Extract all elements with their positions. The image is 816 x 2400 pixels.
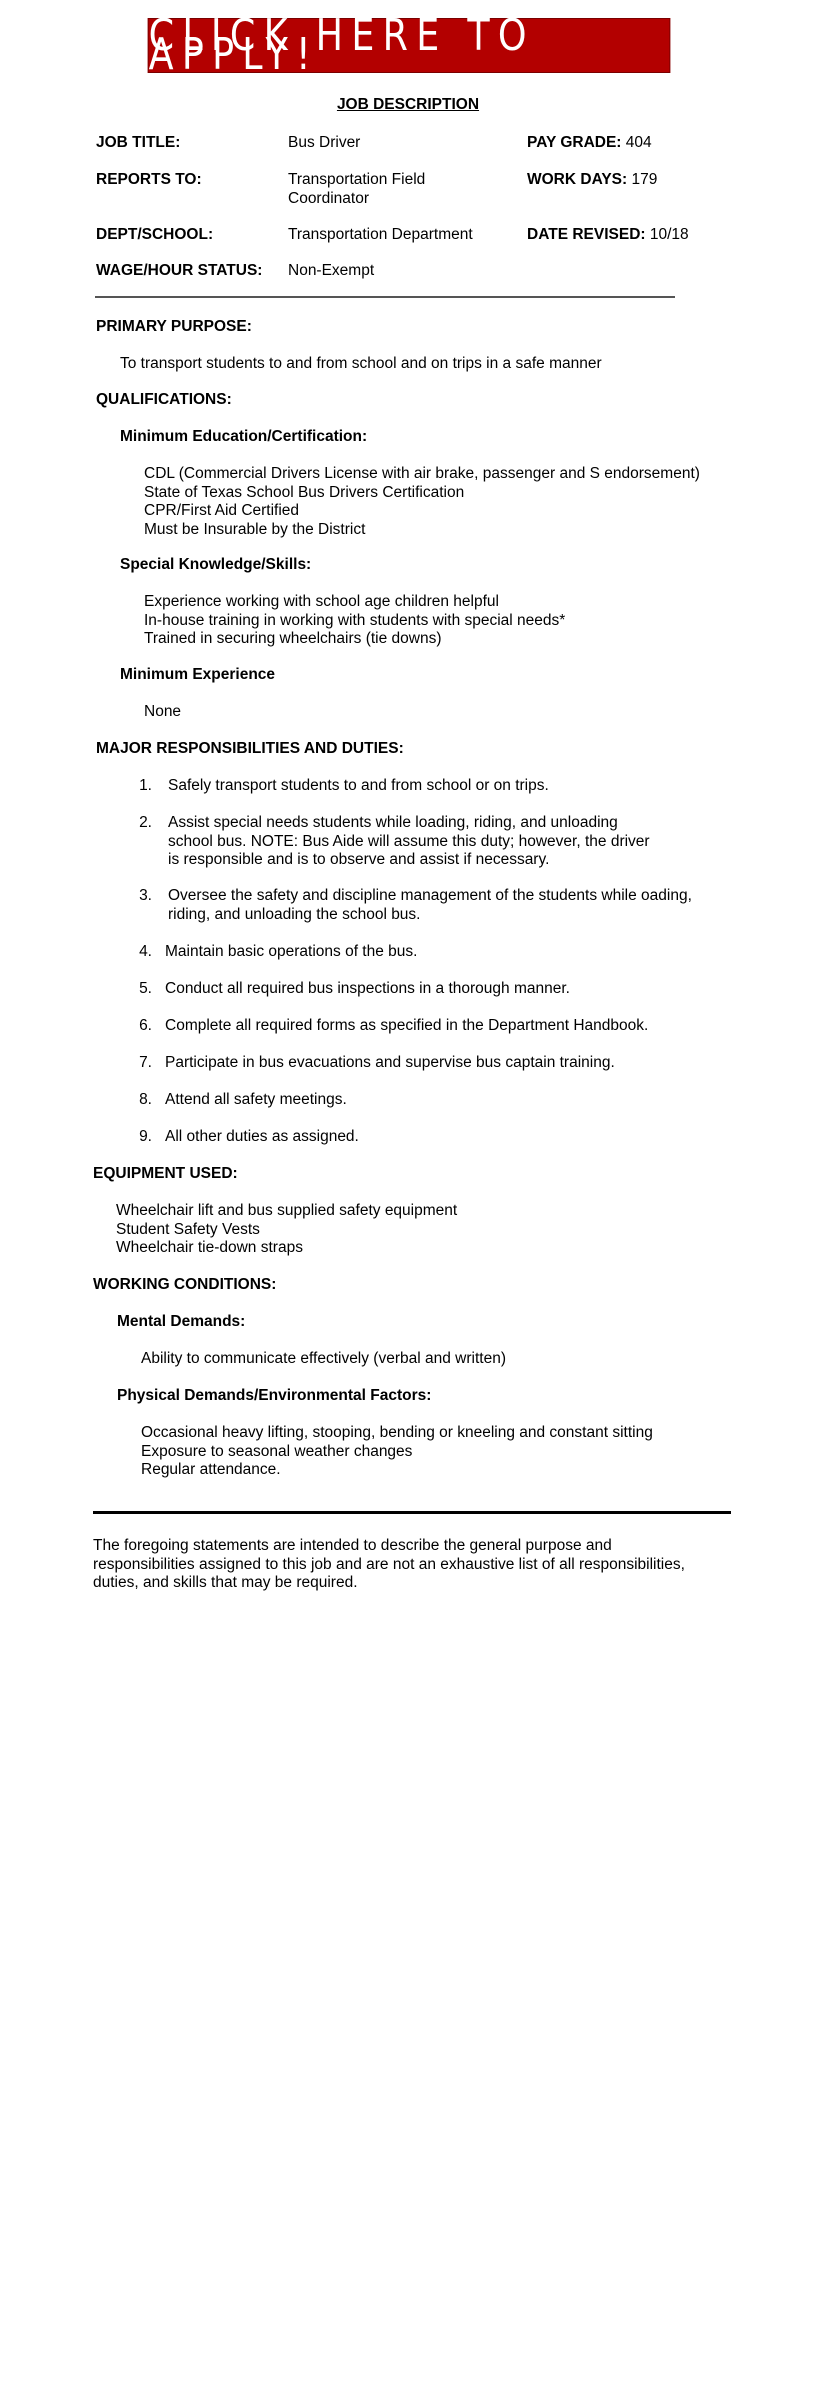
duty-text: riding, and unloading the school bus. [168,905,421,923]
work-days-label: WORK DAYS: [527,171,628,188]
primary-purpose-text: To transport students to and from school and on trips in a safe manner [120,355,602,372]
list-item: Regular attendance. [141,1461,281,1478]
list-item: Wheelchair tie-down straps [116,1239,303,1256]
list-item: CDL (Commercial Drivers License with air brake, passenger and S endorsement) [144,465,700,482]
job-title-value: Bus Driver [288,134,361,151]
duty-text: Oversee the safety and discipline management of the students while oading, [168,887,692,904]
mental-demands-text: Ability to communicate effectively (verbal and written) [141,1350,506,1367]
mental-demands-heading: Mental Demands: [117,1313,246,1330]
list-item: State of Texas School Bus Drivers Certification [144,483,465,501]
qualifications-heading: QUALIFICATIONS: [96,391,232,408]
list-item: Must be Insurable by the District [144,520,366,538]
duty-number: 9. [139,1128,152,1145]
work-days-value: 179 [631,171,658,188]
dept-label: DEPT/SCHOOL: [96,226,214,243]
reports-to-line: Transportation Field [288,171,426,188]
duty-text: Maintain basic operations of the bus. [165,943,418,960]
duty-text: Assist special needs students while loading, riding, and unloading [168,814,618,831]
list-item: Exposure to seasonal weather changes [141,1442,413,1460]
education-list [144,465,700,539]
duty-number: 2. [139,814,152,831]
list-item: Wheelchair lift and bus supplied safety equipment [116,1202,458,1219]
footer-divider [93,1511,731,1514]
list-item: Occasional heavy lifting, stooping, bending or kneeling and constant sitting [141,1424,653,1441]
duty-text: All other duties as assigned. [165,1128,359,1145]
equipment-heading: EQUIPMENT USED: [93,1165,238,1182]
duty-text: Participate in bus evacuations and supervise bus captain training. [165,1054,615,1071]
duties-heading: MAJOR RESPONSIBILITIES AND DUTIES: [96,740,404,757]
pay-grade [527,134,652,153]
working-conditions-heading: WORKING CONDITIONS: [93,1276,277,1293]
reports-to-value [288,171,425,208]
duty-text: is responsible and is to observe and assist if necessary. [168,851,550,868]
page-title: JOB DESCRIPTION [336,96,480,113]
duty-number: 1. [139,777,152,794]
duty-number: 5. [139,980,152,997]
skills-heading: Special Knowledge/Skills: [120,556,312,573]
date-revised-label: DATE REVISED: [527,226,646,243]
duty-text: Attend all safety meetings. [165,1091,347,1108]
skills-list [144,593,565,649]
duty-number: 3. [139,887,152,904]
experience-heading: Minimum Experience [120,666,276,683]
date-revised-value: 10/18 [649,226,689,243]
physical-demands-list [141,1424,653,1480]
primary-purpose-heading: PRIMARY PURPOSE: [96,318,252,335]
duty-number: 7. [139,1054,152,1071]
duty-number: 4. [139,943,152,960]
apply-banner-button[interactable]: CLICK HERE TO APPLY! [148,18,671,73]
list-item: Trained in securing wheelchairs (tie downs) [144,630,442,647]
list-item: Experience working with school age children helpful [144,593,499,610]
duty-text: Safely transport students to and from school or on trips. [168,777,549,794]
dept-value: Transportation Department [288,226,473,243]
duty-text: Complete all required forms as specified in the Department Handbook. [165,1017,649,1034]
physical-demands-heading: Physical Demands/Environmental Factors: [117,1387,432,1404]
duty-text: Conduct all required bus inspections in a thorough manner. [165,980,570,997]
duty-number: 6. [139,1017,152,1034]
duty-number: 8. [139,1091,152,1108]
pay-grade-value: 404 [625,134,652,151]
experience-text: None [144,703,182,720]
job-title-label: JOB TITLE: [96,134,181,151]
education-heading: Minimum Education/Certification: [120,428,368,445]
header-divider [95,296,675,298]
footer-disclaimer: The foregoing statements are intended to describe the general purpose and responsibilities assigned to this job and are not an exhaustive list of all responsibilities, duties, and skills that may be required. [93,1537,685,1591]
equipment-list [116,1202,457,1258]
wage-status-value: Non-Exempt [288,262,375,279]
list-item: In-house training in working with students with special needs* [144,611,566,629]
list-item: Student Safety Vests [116,1220,260,1238]
list-item: CPR/First Aid Certified [144,502,300,519]
date-revised [527,226,689,245]
pay-grade-label: PAY GRADE: [527,134,622,151]
duty-text: school bus. NOTE: Bus Aide will assume this duty; however, the driver [168,832,650,850]
wage-status-label: WAGE/HOUR STATUS: [96,262,263,279]
reports-to-line: Coordinator [288,189,369,207]
reports-to-label: REPORTS TO: [96,171,202,188]
work-days [527,171,657,190]
